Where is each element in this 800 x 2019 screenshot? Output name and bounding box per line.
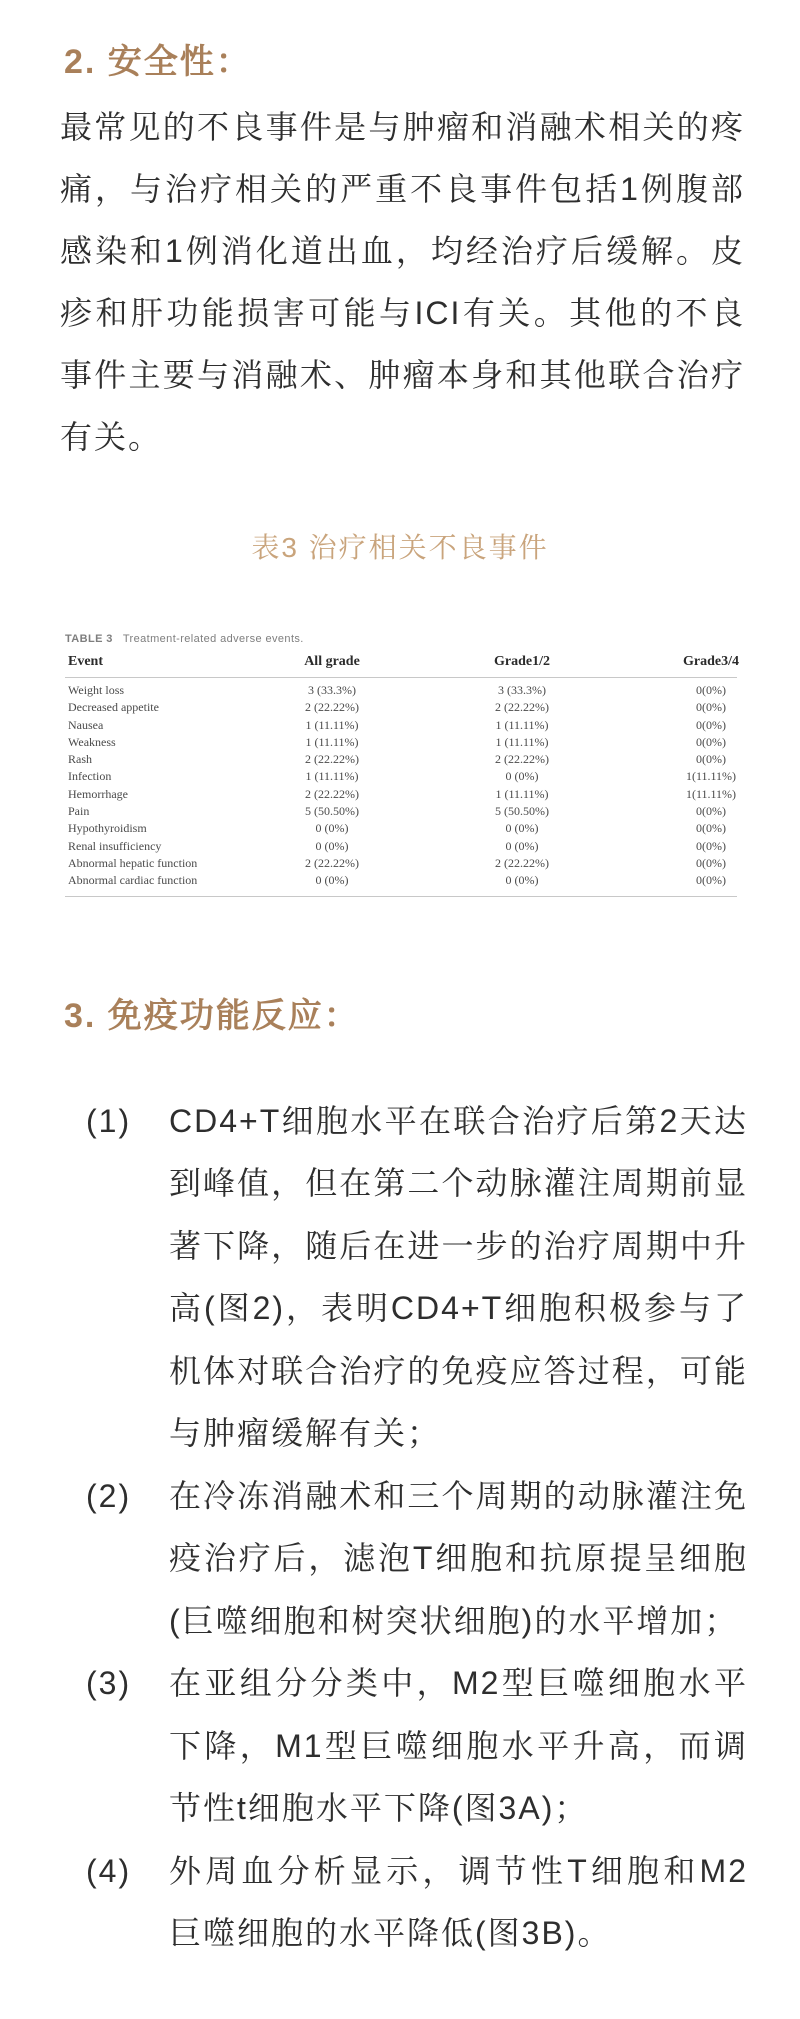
- table-row: [65, 803, 737, 820]
- cell-all-grade: 1 (11.11%): [305, 734, 359, 749]
- list-item: [0, 1840, 800, 1965]
- cell-event: Hypothyroidism: [68, 821, 147, 836]
- cell-event: Nausea: [68, 717, 104, 732]
- table-row: [65, 682, 737, 699]
- list-item-number: (3): [86, 1665, 132, 1702]
- cell-all-grade: 2 (22.22%): [305, 786, 359, 801]
- list-item-number: (4): [86, 1852, 132, 1889]
- cell-grade34: 0(0%): [696, 752, 726, 767]
- cell-all-grade: 0 (0%): [315, 873, 349, 888]
- cell-all-grade: 2 (22.22%): [305, 752, 359, 767]
- cell-event: Pain: [68, 804, 90, 819]
- section-3-heading: 3. 免疫功能反应：: [64, 996, 360, 1035]
- column-header-all-grade: All grade: [304, 654, 360, 669]
- column-header-event: Event: [68, 654, 103, 669]
- cell-event: Abnormal cardiac function: [68, 873, 198, 888]
- table-3-title: 表3 治疗相关不良事件: [251, 532, 549, 563]
- table-row: [65, 768, 737, 785]
- table-row: [65, 855, 737, 872]
- cell-all-grade: 2 (22.22%): [305, 855, 359, 870]
- cell-grade12: 2 (22.22%): [495, 752, 549, 767]
- table-row: [65, 820, 737, 837]
- cell-grade12: 0 (0%): [505, 821, 539, 836]
- cell-grade12: 0 (0%): [505, 769, 539, 784]
- article-page: [0, 42, 800, 2019]
- cell-all-grade: 0 (0%): [315, 838, 349, 853]
- cell-event: Weakness: [68, 734, 116, 749]
- table-row: [65, 717, 737, 734]
- cell-grade12: 2 (22.22%): [495, 700, 549, 715]
- list-item-text: 在亚组分分类中，M2型巨噬细胞水平下降，M1型巨噬细胞水平升高，而调节性t细胞水平下降(图3A)；: [169, 1665, 748, 1827]
- cell-grade12: 3 (33.3%): [498, 683, 546, 697]
- list-item-text: 外周血分析显示，调节性T细胞和M2巨噬细胞的水平降低(图3B)。: [169, 1852, 748, 1952]
- cell-event: Renal insufficiency: [68, 838, 162, 853]
- cell-grade12: 1 (11.11%): [495, 786, 549, 801]
- immune-response-list: [0, 1090, 800, 1965]
- list-item: [0, 1090, 800, 1465]
- section-2-heading: 2. 安全性：: [64, 43, 252, 81]
- cell-all-grade: 0 (0%): [315, 821, 349, 836]
- table-row: [65, 872, 737, 889]
- section-2-paragraph: 最常见的不良事件是与肿瘤和消融术相关的疼痛，与治疗相关的严重不良事件包括1例腹部感染和1例消化道出血，均经治疗后缓解。皮疹和肝功能损害可能与ICI有关。其他的不良事件主要与消融术、肿瘤本身和其他联合治疗有关。: [60, 109, 745, 455]
- list-item-text: 在冷冻消融术和三个周期的动脉灌注免疫治疗后，滤泡T细胞和抗原提呈细胞(巨噬细胞和树突状细胞)的水平增加；: [169, 1477, 748, 1639]
- cell-grade34: 1(11.11%): [685, 769, 737, 784]
- cell-grade12: 0 (0%): [505, 838, 539, 853]
- list-item-number: (2): [86, 1477, 132, 1514]
- cell-all-grade: 1 (11.11%): [305, 769, 359, 784]
- table-row: [65, 838, 737, 855]
- cell-grade34: 0(0%): [696, 873, 726, 888]
- table-body: [65, 678, 737, 897]
- cell-grade34: 0(0%): [696, 821, 726, 836]
- cell-event: Hemorrhage: [68, 786, 128, 801]
- table-3-figure: [65, 632, 737, 897]
- list-item-number: (1): [86, 1102, 132, 1139]
- column-header-grade12: Grade1/2: [494, 654, 550, 669]
- table-row: [65, 699, 737, 716]
- cell-grade12: 5 (50.50%): [495, 804, 549, 819]
- column-header-grade34: Grade3/4: [683, 654, 739, 669]
- cell-grade12: 0 (0%): [505, 873, 539, 888]
- table-header-row: [65, 653, 737, 678]
- list-item-text: CD4+T细胞水平在联合治疗后第2天达到峰值，但在第二个动脉灌注周期前显著下降，随后在进一步的治疗周期中升高(图2)，表明CD4+T细胞积极参与了机体对联合治疗的免疫应答过程，可能与肿瘤缓解有关；: [169, 1102, 748, 1452]
- list-item: [0, 1652, 800, 1840]
- cell-grade12: 2 (22.22%): [495, 855, 549, 870]
- cell-grade12: 1 (11.11%): [495, 734, 549, 749]
- cell-grade34: 0(0%): [696, 855, 726, 870]
- cell-all-grade: 1 (11.11%): [305, 717, 359, 732]
- cell-event: Decreased appetite: [68, 700, 159, 715]
- cell-grade34: 1(11.11%): [685, 786, 737, 801]
- table-label-tag: TABLE 3: [65, 633, 113, 645]
- cell-event: Weight loss: [68, 683, 125, 697]
- cell-event: Rash: [68, 752, 92, 767]
- cell-all-grade: 2 (22.22%): [305, 700, 359, 715]
- table-row: [65, 751, 737, 768]
- table-label: [65, 632, 737, 647]
- cell-grade34: 0(0%): [696, 717, 726, 732]
- list-item: [0, 1465, 800, 1653]
- cell-grade34: 0(0%): [696, 804, 726, 819]
- table-label-caption: Treatment-related adverse events.: [122, 633, 304, 645]
- cell-all-grade: 3 (33.3%): [308, 683, 356, 697]
- cell-grade34: 0(0%): [696, 838, 726, 853]
- cell-event: Abnormal hepatic function: [68, 855, 198, 870]
- cell-grade12: 1 (11.11%): [495, 717, 549, 732]
- cell-all-grade: 5 (50.50%): [305, 804, 359, 819]
- table-row: [65, 786, 737, 803]
- cell-grade34: 0(0%): [696, 683, 726, 697]
- cell-grade34: 0(0%): [696, 734, 726, 749]
- cell-event: Infection: [68, 769, 112, 784]
- table-row: [65, 734, 737, 751]
- cell-grade34: 0(0%): [696, 700, 726, 715]
